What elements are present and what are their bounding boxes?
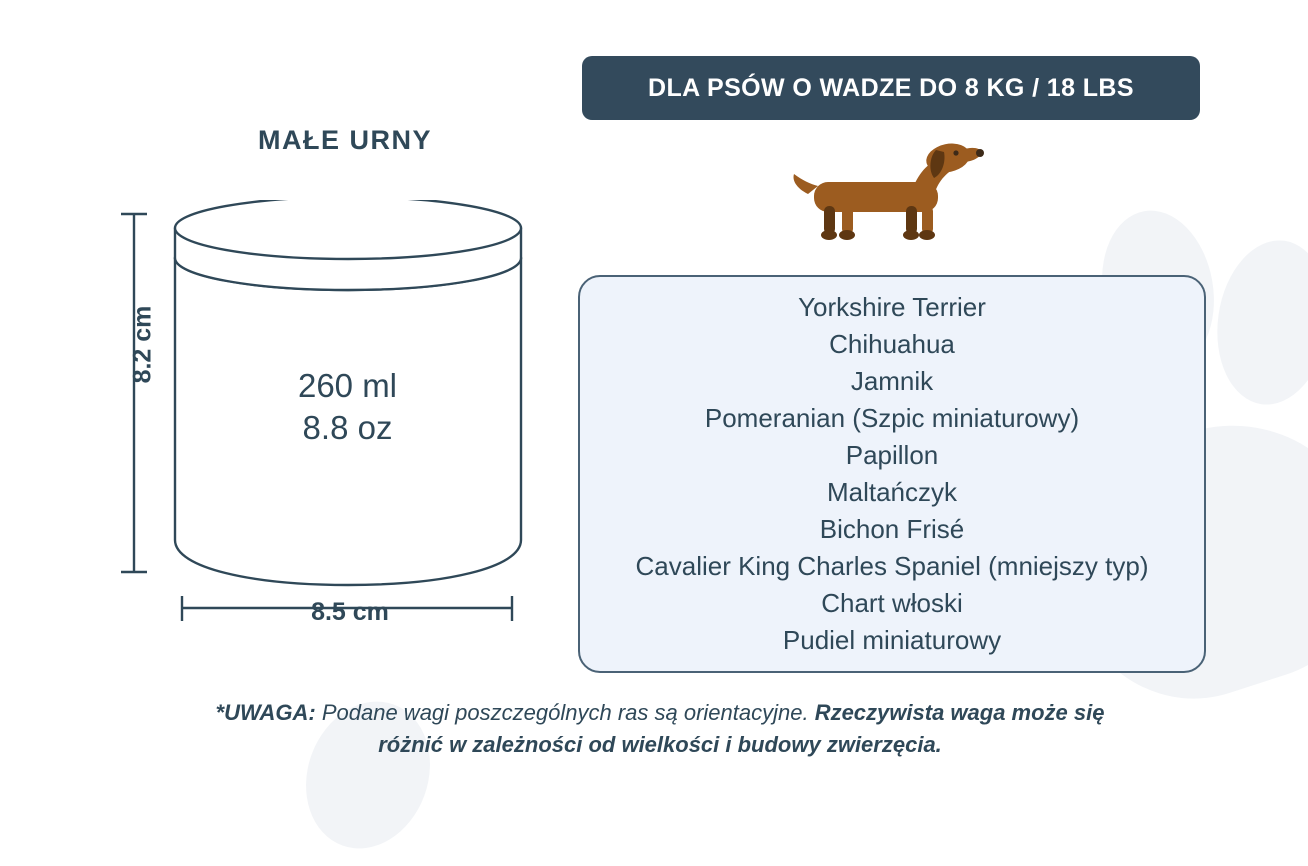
list-item: Papillon	[845, 440, 939, 470]
dachshund-icon	[790, 136, 990, 251]
list-item: Chart włoski	[821, 588, 963, 618]
list-item: Jamnik	[850, 366, 934, 396]
list-item: Yorkshire Terrier	[798, 292, 986, 322]
list-item: Bichon Frisé	[819, 514, 965, 544]
urn-section-title: MAŁE URNY	[258, 125, 432, 155]
dachshund-illustration-svg	[790, 136, 990, 251]
list-item: Chihuahua	[829, 329, 955, 359]
list-item: Maltańczyk	[826, 477, 958, 507]
urn-volume-label	[175, 365, 520, 449]
urn-width-dimension-label: 8.5 cm	[311, 598, 389, 626]
footnote-disclaimer	[190, 697, 1130, 761]
weight-range-banner: DLA PSÓW O WADZE DO 8 KG / 18 LBS	[582, 56, 1200, 120]
urn-volume-oz: 8.8 oz	[302, 409, 393, 446]
footnote-text: Podane wagi poszczególnych ras są orientacyjne.	[315, 700, 815, 725]
list-item: Pudiel miniaturowy	[782, 625, 1002, 655]
list-item: Pomeranian (Szpic miniaturowy)	[704, 403, 1080, 433]
urn-height-dimension-label: 8.2 cm	[128, 305, 157, 384]
footnote-strong: Rzeczywista waga może się różnić w zależności od wielkości i budowy zwierzęcia.	[378, 700, 1105, 757]
list-item: Cavalier King Charles Spaniel (mniejszy typ)	[635, 551, 1149, 581]
urn-volume-ml: 260 ml	[297, 367, 398, 404]
breed-list-box	[578, 275, 1206, 673]
footnote-lead: *UWAGA:	[215, 700, 316, 725]
